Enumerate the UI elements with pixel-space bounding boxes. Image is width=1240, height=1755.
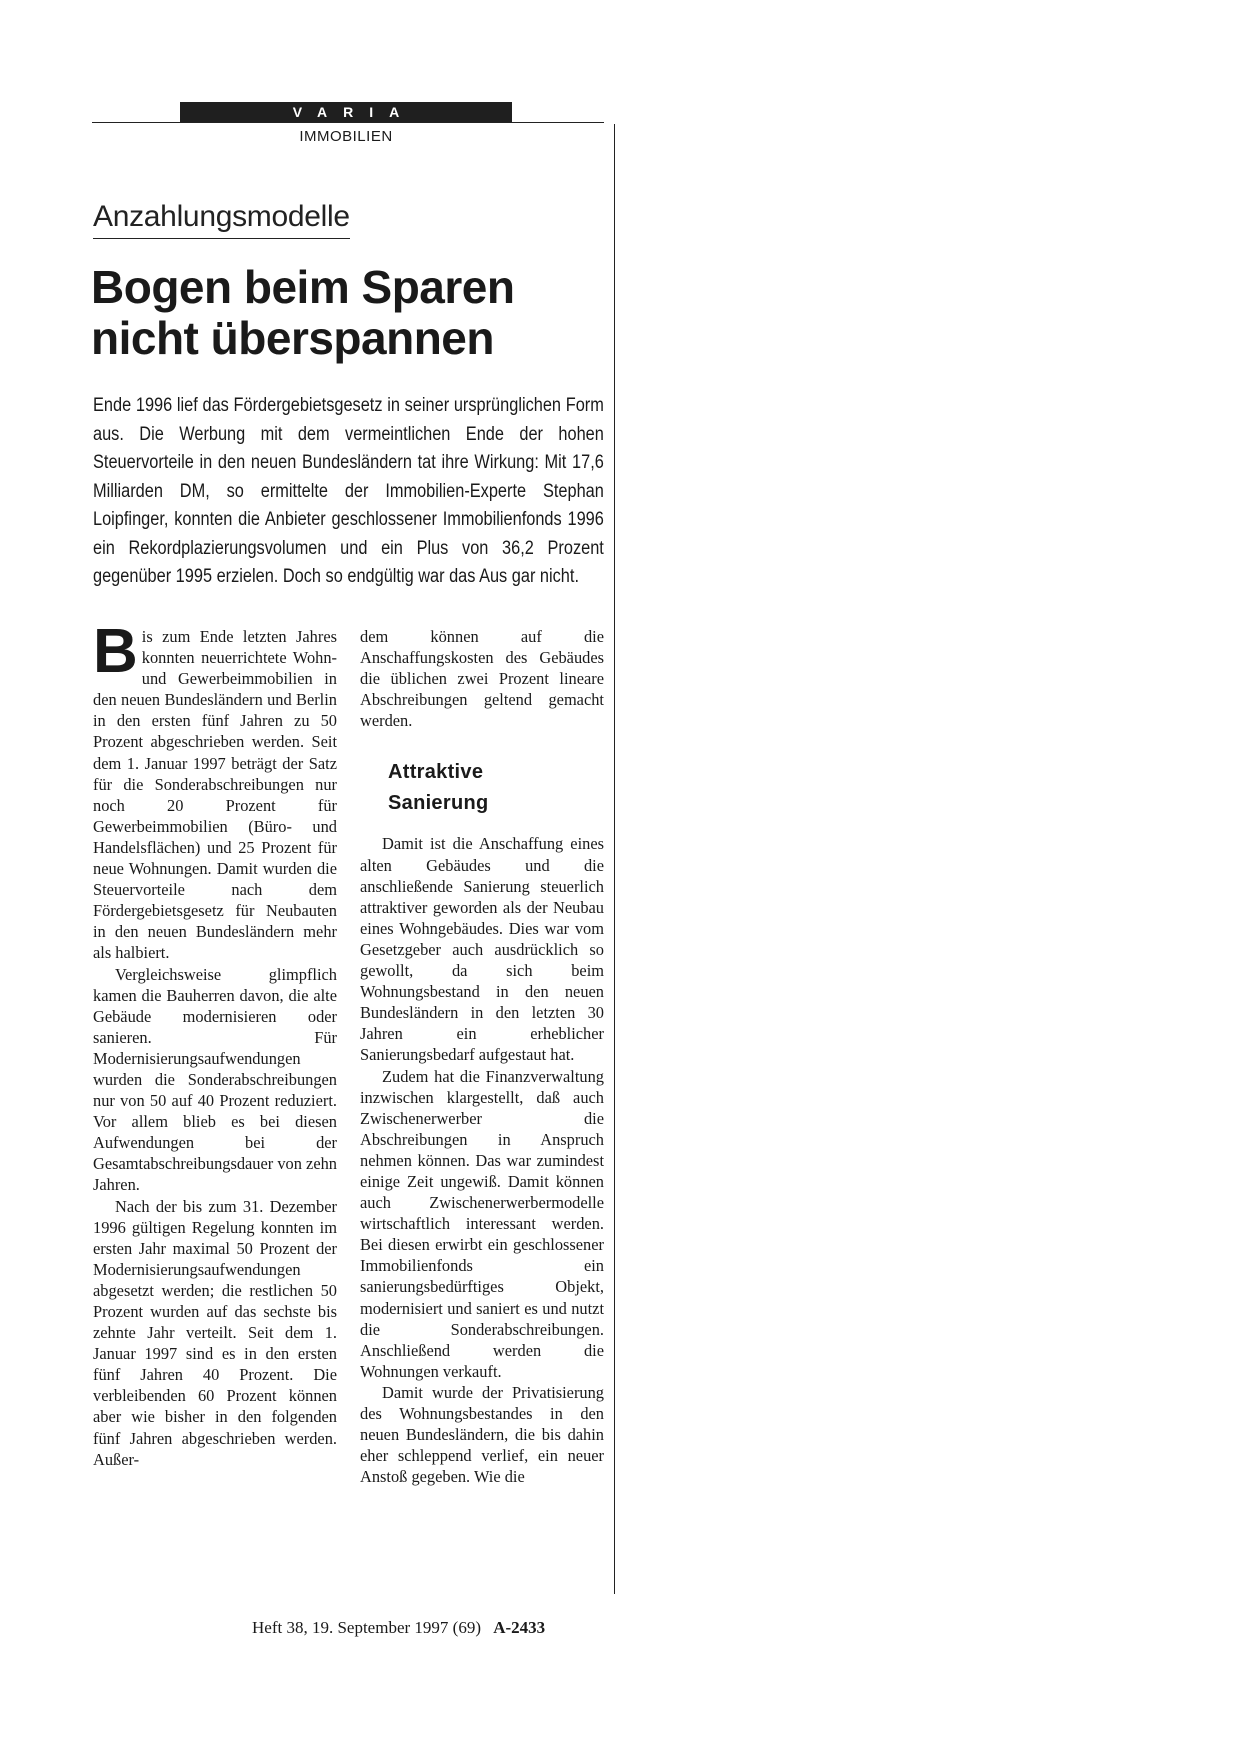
body-column-1	[93, 617, 337, 1470]
dropcap: B	[93, 617, 138, 686]
subhead-line-1: Attraktive	[388, 761, 484, 784]
body-paragraph: Damit wurde der Privatisierung des Wohnungsbestandes in den neuen Bundesländern, die bis dahin eher schleppend verlief, ein neuer Anstoß gegeben. Wie die	[360, 1382, 604, 1487]
body-paragraph	[93, 617, 337, 964]
body-paragraph: Damit ist die Anschaffung eines alten Gebäudes und die anschließende Sanierung steuerlich attraktiver geworden als der Neubau eines Wohngebäudes. Dies war vom Gesetzgeber auch ausdrücklich so gewollt, da sich beim Wohnungsbestand in den neuen Bundesländern in den letzten 30 Jahren ein erheblicher Sanierungsbedarf aufgestaut hat.	[360, 834, 604, 1065]
body-paragraph: Zudem hat die Finanzverwaltung inzwischen klargestellt, daß auch Zwischenerwerber die Abschreibungen in Anspruch nehmen können. Das war zumindest einige Zeit ungewiß. Damit können auch Zwischenerwerbermodelle wirtschaftlich interessant werden. Bei diesen erwirbt ein geschlossener Immobilienfonds ein sanierungsbedürftiges Objekt, modernisiert und saniert es und nutzt die Sonderabschreibungen. Anschließend werden die Wohnungen verkauft.	[360, 1066, 604, 1381]
issue-info: Heft 38, 19. September 1997 (69)	[252, 1618, 481, 1637]
section-label: VARIA	[180, 102, 512, 122]
page-footer	[252, 1618, 545, 1638]
body-paragraph: Nach der bis zum 31. Dezember 1996 gültigen Regelung konnten im ersten Jahr maximal 50 Prozent der Modernisierungsaufwendungen abgesetzt werden; die restlichen 50 Prozent wurden auf das sechste bis zehnte Jahr verteilt. Seit dem 1. Januar 1997 sind es in den ersten fünf Jahren 40 Prozent. Die verbleibenden 60 Prozent können aber wie bisher in den folgenden fünf Jahren abgeschrieben werden. Außer-	[93, 1196, 337, 1469]
subhead-line-2: Sanierung	[388, 792, 489, 815]
page-number: A-2433	[493, 1618, 546, 1637]
body-paragraph: Vergleichsweise glimpflich kamen die Bauherren davon, die alte Gebäude modernisieren oder sanieren. Für Modernisierungsaufwendungen wurden die Sonderabschreibungen nur von 50 auf 40 Prozent reduziert. Vor allem blieb es bei diesen Aufwendungen bei der Gesamtabschreibungsdauer von zehn Jahren.	[93, 964, 337, 1195]
article-subhead	[388, 757, 604, 819]
headline-line-1: Bogen beim Sparen	[91, 261, 515, 313]
headline-line-2: nicht überspannen	[91, 312, 494, 364]
article-lead: Ende 1996 lief das Fördergebietsgesetz in seiner ursprünglichen Form aus. Die Werbung mit dem vermeintlichen Ende der hohen Steuervorteile in den neuen Bundesländern tat ihre Wirkung: Mit 17,6 Milliarden DM, so ermittelte der Immobilien-Experte Stephan Loipfinger, konnten die Anbieter geschlossener Immobilienfonds 1996 ein Rekordplazierungsvolumen und ein Plus von 36,2 Prozent gegenüber 1995 erzielen. Doch so endgültig war das Aus gar nicht.	[93, 395, 604, 587]
paragraph-text: is zum Ende letzten Jahres konnten neuerrichtete Wohn- und Gewerbeimmobilien in den neuen Bundesländern und Berlin in den ersten fünf Jahren zu 50 Prozent abgeschrieben werden. Seit dem 1. Januar 1997 beträgt der Satz für die Sonderabschreibungen nur noch 20 Prozent für Gewerbeimmobilien (Büro- und Handelsflächen) und 25 Prozent für neue Wohnungen. Damit wurden die Steuervorteile nach dem Fördergebietsgesetz für Neubauten in den neuen Bundesländern mehr als halbiert.	[93, 627, 337, 963]
body-column-2	[360, 626, 604, 1487]
body-paragraph: dem können auf die Anschaffungskosten des Gebäudes die üblichen zwei Prozent lineare Abschreibungen geltend gemacht werden.	[360, 627, 604, 731]
subsection-label: IMMOBILIEN	[299, 128, 393, 145]
article-kicker: Anzahlungsmodelle	[93, 200, 350, 239]
article-headline	[91, 262, 631, 364]
header-rule	[92, 122, 604, 123]
